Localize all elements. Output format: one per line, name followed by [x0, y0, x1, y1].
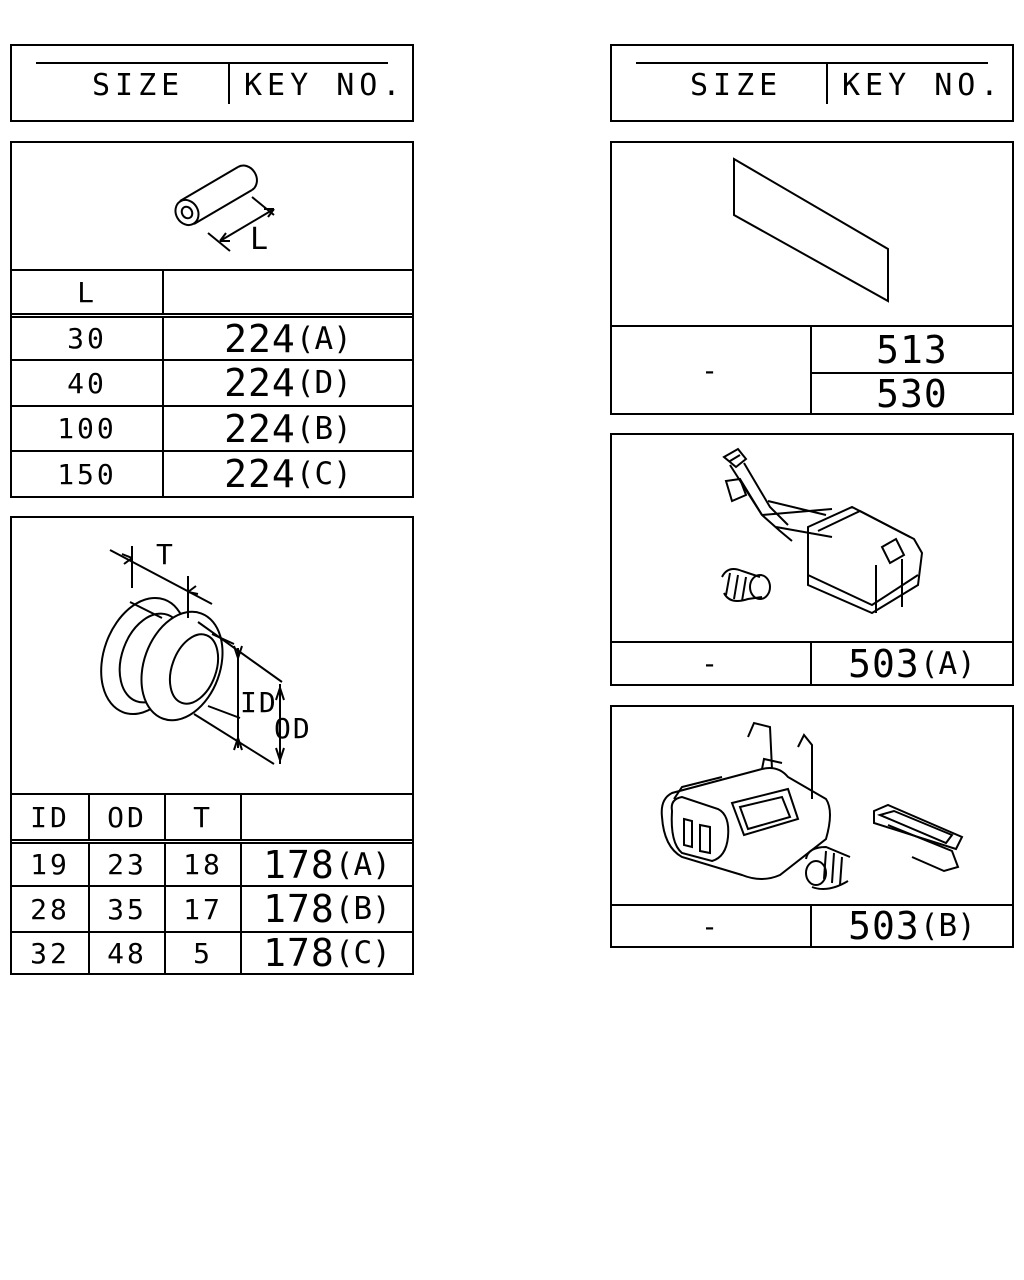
connector-a-table: [610, 433, 1014, 686]
grommet-illustration: [12, 518, 412, 794]
key-number: 224 (B): [162, 407, 412, 450]
connector-b-icon: [662, 723, 830, 879]
table-row: [12, 885, 412, 931]
connector-a-illustration: [612, 435, 1012, 641]
connector-b-illustration: [612, 707, 1012, 904]
table-row: [12, 313, 412, 359]
table-row: [12, 405, 412, 450]
size-value: -: [701, 909, 721, 943]
tube-illustration: [12, 143, 412, 269]
t-dimension-label: T: [156, 538, 173, 571]
od-value: 48: [88, 933, 164, 973]
length-value: 100: [57, 412, 117, 445]
header-rule: [36, 62, 388, 64]
header-separator: [228, 64, 230, 104]
key-number: 178 (A): [240, 844, 412, 885]
length-value: 150: [57, 457, 117, 491]
column-header-id: ID: [30, 800, 70, 834]
od-dimension-label: OD: [274, 712, 312, 745]
seal-a-icon: [722, 569, 770, 601]
grommet-icon: [86, 586, 282, 764]
key-number: 178 (B): [240, 887, 412, 931]
length-value: 40: [67, 366, 107, 400]
t-value: 5: [164, 933, 240, 973]
table-row: [12, 839, 412, 885]
key-number: 224 (C): [162, 452, 412, 496]
table-row: [12, 450, 412, 496]
id-value: 19: [30, 848, 70, 881]
left-header: [10, 44, 414, 122]
id-value: 28: [30, 892, 70, 926]
seal-b-icon: [806, 847, 850, 889]
key-number: 530: [810, 372, 1012, 413]
connector-a-icon: [724, 449, 922, 613]
key-number: 224 (A): [162, 318, 412, 359]
header-separator: [826, 64, 828, 104]
column-header-key: [240, 795, 412, 839]
column-header-t: T: [164, 795, 240, 839]
tube-table: [10, 141, 414, 498]
tube-column-header: [12, 269, 412, 313]
right-header: [610, 44, 1014, 122]
key-number: 503 (A): [810, 643, 1012, 684]
header-rule: [636, 62, 988, 64]
column-header-l: L: [77, 275, 97, 309]
key-no-label: KEY NO.: [842, 68, 1004, 103]
table-row: [12, 359, 412, 405]
key-number: 224 (D): [162, 361, 412, 405]
od-value: 23: [88, 844, 164, 885]
id-value: 32: [30, 936, 70, 970]
size-value: -: [701, 647, 721, 680]
table-row: [612, 641, 1012, 684]
retainer-clip-icon: [874, 805, 962, 871]
table-row: [612, 904, 1012, 946]
key-number: 513: [810, 327, 1012, 372]
size-label: SIZE: [92, 68, 185, 103]
column-header-key: [162, 271, 412, 313]
size-label: SIZE: [690, 68, 783, 103]
table-row: [12, 931, 412, 973]
key-number: 503 (B): [810, 906, 1012, 946]
length-value: 30: [67, 322, 107, 355]
length-dimension-label: L: [250, 222, 269, 257]
tape-illustration: [612, 143, 1012, 325]
column-header-od: OD: [88, 795, 164, 839]
t-value: 18: [164, 844, 240, 885]
key-number: 178 (C): [240, 933, 412, 973]
tape-icon: [734, 159, 888, 301]
t-value: 17: [164, 887, 240, 931]
od-value: 35: [88, 887, 164, 931]
grommet-table: [10, 516, 414, 975]
id-dimension-label: ID: [240, 686, 278, 719]
size-value: -: [701, 353, 721, 387]
grommet-column-header: [12, 793, 412, 839]
tape-table: [610, 141, 1014, 415]
key-no-label: KEY NO.: [244, 68, 406, 103]
connector-b-table: [610, 705, 1014, 948]
tape-key-rows: [612, 325, 1012, 416]
